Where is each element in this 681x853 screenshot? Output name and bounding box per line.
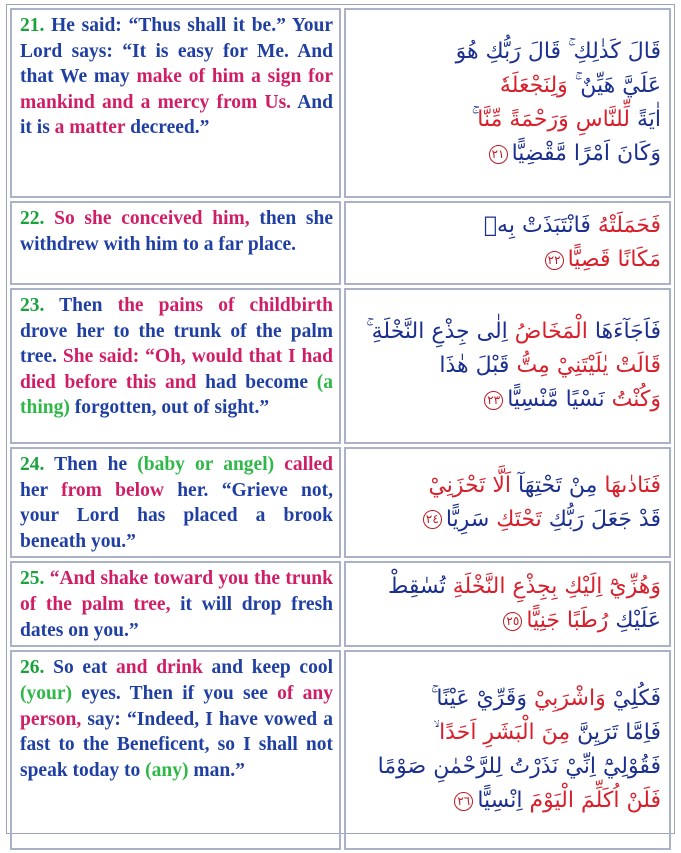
translation-segment: conceived him, <box>121 208 250 229</box>
english-translation <box>20 452 333 554</box>
english-translation-cell <box>10 447 341 558</box>
arabic-verse-line <box>352 682 661 716</box>
verse-end-marker: ٢٣ <box>484 391 503 410</box>
arabic-segment: فَكُلِيْ <box>612 686 661 712</box>
translation-segment: say: “Indeed, I have vowed a fast to the Beneficent, so I shall not speak today to <box>20 708 333 781</box>
arabic-segment: تَحْتَكِ <box>496 506 542 532</box>
arabic-segment: عَلَيْكِ <box>615 608 661 634</box>
arabic-verse-line <box>352 69 661 103</box>
translation-segment: had become <box>196 371 317 393</box>
arabic-segment: سَرِيًّا <box>445 506 497 532</box>
verse-end-marker: ٢١ <box>489 145 508 164</box>
arabic-segment: قَالَتْ يٰلَيْتَنِيْ مِتُّ <box>516 352 661 378</box>
arabic-segment: قَدْ جَعَلَ رَبُّكِ <box>541 506 661 532</box>
verse-row <box>10 650 671 850</box>
english-translation <box>20 293 333 421</box>
translation-segment: and <box>164 371 197 393</box>
translation-segment: eyes. Then if you see <box>72 682 278 704</box>
translation-segment: (a thing) <box>20 371 334 419</box>
translation-segment: it will drop fresh dates on you.” <box>20 593 334 641</box>
arabic-segment: ۙ <box>433 720 440 746</box>
arabic-segment: مِنَ الْبَشَرِ اَحَدًا <box>439 720 571 746</box>
arabic-segment: تُسٰقِطْ <box>387 574 453 600</box>
translation-segment: “And shake toward you the trunk of the palm tree, <box>20 568 334 615</box>
verse-table-body <box>10 8 671 850</box>
translation-segment: a matter <box>54 117 126 139</box>
translation-segment: of any person, <box>20 682 333 730</box>
arabic-segment: فَنَادٰىهَا <box>597 472 661 498</box>
arabic-verse-cell <box>344 288 671 444</box>
arabic-segment: وَكُنْتُ <box>611 387 661 413</box>
translation-segment: decreed.” <box>125 117 210 139</box>
arabic-verse-line <box>352 604 661 638</box>
verse-row <box>10 8 671 198</box>
arabic-segment: قَبْلَ هٰذَا <box>439 352 517 378</box>
arabic-verse-line <box>352 35 661 69</box>
arabic-segment: وَلِنَجْعَلَهٗ <box>499 72 568 98</box>
translation-segment: And it is <box>20 91 333 139</box>
english-translation <box>20 566 333 643</box>
arabic-verse-cell <box>344 650 671 850</box>
arabic-segment: وَكَانَ اَمْرًا مَّقْضِيًّا <box>511 141 661 167</box>
arabic-verse-cell <box>344 201 671 285</box>
translation-segment: (any) <box>145 759 189 781</box>
verse-row <box>10 447 671 558</box>
english-translation <box>20 13 333 141</box>
translation-segment: So she <box>54 208 122 229</box>
arabic-segment: وَقَرِّيْ عَيْنًا ۚ <box>430 686 534 712</box>
verse-end-marker: ٢٦ <box>454 792 473 811</box>
arabic-segment: مِنْ تَحْتِهَآ <box>511 472 598 498</box>
arabic-verse-line <box>352 750 661 784</box>
arabic-verse-line <box>352 103 661 137</box>
arabic-segment: اِلٰى جِذْعِ النَّخْلَةِ ۚ <box>366 318 515 344</box>
english-translation-cell <box>10 650 341 850</box>
verse-number: 24. <box>20 454 45 475</box>
arabic-verse-line <box>352 570 661 604</box>
arabic-segment: اِنْسِيًّا <box>477 788 523 814</box>
arabic-verse-line <box>352 209 661 243</box>
translation-segment: Then <box>59 295 118 316</box>
translation-segment: (baby or angel) <box>137 454 275 475</box>
translation-segment: Then he <box>54 454 138 475</box>
arabic-segment: فَانْتَبَذَتْ بِهٖ <box>483 212 598 238</box>
english-translation-cell <box>10 561 341 647</box>
translation-segment: then she withdrew with him to a far place. <box>20 208 334 255</box>
arabic-verse-line <box>352 349 661 383</box>
arabic-verse-line <box>352 784 661 818</box>
verse-table-frame <box>6 4 675 834</box>
arabic-segment: فَقُوْلِيْٓ اِنِّيْ نَذَرْتُ لِلرَّحْمٰنِ صَوْمًا <box>377 754 661 780</box>
translation-segment: He said: “Thus shall it be.” Your Lord says: “It is easy for Me. And that We may <box>20 15 333 88</box>
english-translation-cell <box>10 8 341 198</box>
arabic-segment: فَحَمَلَتْهُ <box>597 212 661 238</box>
arabic-segment: فَاَجَآءَهَا <box>587 318 661 344</box>
translation-segment: and drink <box>116 657 203 679</box>
arabic-segment: اٰيَةً <box>629 107 661 132</box>
translation-segment: man.” <box>188 759 245 781</box>
english-translation <box>20 206 333 257</box>
translation-segment: (your) <box>20 682 72 704</box>
arabic-segment: قَالَ كَذٰلِكِ ۚ قَالَ رَبُّكِ هُوَ <box>455 38 661 64</box>
translation-segment: from below <box>47 479 178 501</box>
verse-number: 25. <box>20 568 45 590</box>
verse-end-marker: ٢٥ <box>503 612 522 631</box>
translation-segment: her <box>20 479 48 501</box>
translation-segment: She said: “Oh, would that I had died before this <box>20 346 333 393</box>
arabic-segment: لِّلنَّاسِ وَرَحْمَةً مِّنَّا <box>477 107 630 132</box>
arabic-verse-line <box>352 716 661 750</box>
arabic-segment: اَلَّا تَحْزَنِيْ <box>428 472 512 498</box>
verse-number: 23. <box>20 295 45 316</box>
arabic-segment: وَهُزِّيْٓ اِلَيْكِ بِجِذْعِ النَّخْلَةِ <box>452 574 661 600</box>
translation-segment: called <box>274 454 333 475</box>
arabic-segment: ۚ <box>471 107 478 132</box>
translation-segment: make of him a sign for mankind and a mercy from Us. <box>20 66 333 113</box>
verse-number: 22. <box>20 208 45 229</box>
arabic-verse-line <box>352 469 661 503</box>
arabic-segment: رُطَبًا جَنِيًّا <box>526 608 616 634</box>
verse-row <box>10 288 671 444</box>
verse-table <box>7 5 674 853</box>
english-translation-cell <box>10 201 341 285</box>
arabic-verse-line <box>352 383 661 417</box>
verse-end-marker: ٢٤ <box>423 510 442 529</box>
arabic-verse-cell <box>344 8 671 198</box>
verse-number: 21. <box>20 15 45 36</box>
arabic-segment: فَاِمَّا تَرَيِنَّ <box>570 720 661 746</box>
translation-segment: her. “Grieve not, your Lord has placed a brook beneath you.” <box>20 479 333 552</box>
translation-segment: forgotten, out of sight.” <box>69 397 270 419</box>
arabic-segment: نَسْيًا مَّنْسِيًّا <box>507 387 612 413</box>
arabic-segment: مَكَانًا قَصِيًّا <box>567 247 661 272</box>
arabic-verse-line <box>352 243 661 277</box>
arabic-verse-line <box>352 315 661 349</box>
arabic-verse-line <box>352 503 661 537</box>
verse-number: 26. <box>20 657 45 679</box>
arabic-segment: فَلَنْ اُكَلِّمَ الْيَوْمَ <box>522 788 661 814</box>
verse-end-marker: ٢٢ <box>545 251 564 270</box>
english-translation <box>20 655 333 783</box>
arabic-verse-line <box>352 137 661 171</box>
translation-segment: the pains of childbirth <box>117 295 333 316</box>
arabic-segment: الْمَخَاضُ <box>514 318 588 344</box>
arabic-verse-cell <box>344 447 671 558</box>
arabic-segment: عَلَيَّ هَيِّنٌ ۚ <box>567 72 661 98</box>
arabic-segment: وَاشْرَبِيْ <box>533 686 613 712</box>
arabic-verse-cell <box>344 561 671 647</box>
translation-segment: So eat <box>53 657 117 679</box>
verse-row <box>10 561 671 647</box>
translation-segment: and keep cool <box>202 657 334 679</box>
verse-row <box>10 201 671 285</box>
english-translation-cell <box>10 288 341 444</box>
translation-segment: drove her to the trunk of the palm tree. <box>20 320 333 368</box>
